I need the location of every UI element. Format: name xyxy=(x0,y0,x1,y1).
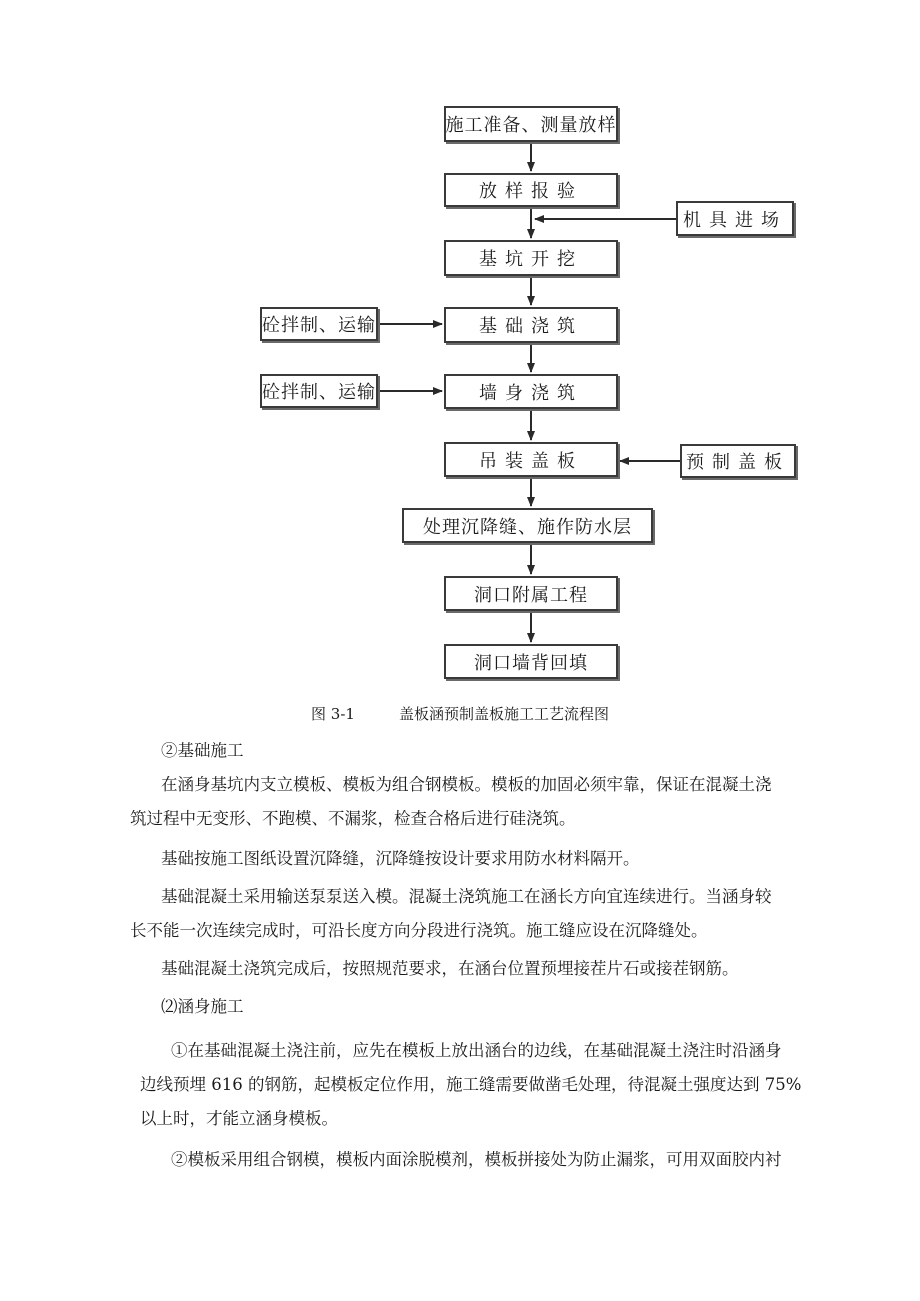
paragraph-3-cont: 长不能一次连续完成时，可沿长度方向分段进行浇筑。施工缝应设在沉降缝处。 xyxy=(130,921,708,940)
step-joints-waterproofing: 处理沉降缝、施作防水层 xyxy=(402,508,653,543)
step-slab-hoisting: 吊装盖板 xyxy=(444,442,618,477)
paragraph-6: ②模板采用组合钢模，模板内面涂脱模剂，模板拼接处为防止漏浆，可用双面胶内衬 xyxy=(171,1150,782,1169)
step-backfill: 洞口墙背回填 xyxy=(444,644,618,679)
input-precast-slab: 预制盖板 xyxy=(680,444,796,478)
step-foundation-pour: 基础浇筑 xyxy=(444,307,618,343)
paragraph-3: 基础混凝土采用输送泵泵送入模。混凝土浇筑施工在涵长方向宜连续进行。当涵身较 xyxy=(161,887,772,906)
figure-title: 盖板涵预制盖板施工工艺流程图 xyxy=(398,705,609,723)
paragraph-4: 基础混凝土浇筑完成后，按照规范要求，在涵台位置预埋接茬片石或接茬钢筋。 xyxy=(161,959,739,978)
step-layout-inspection: 放样报验 xyxy=(444,173,618,207)
paragraph-5: ①在基础混凝土浇注前，应先在模板上放出涵台的边线，在基础混凝土浇注时沿涵身 xyxy=(171,1041,782,1060)
input-equipment: 机具进场 xyxy=(676,201,794,236)
paragraph-5-cont2: 以上时，才能立涵身模板。 xyxy=(140,1109,338,1128)
step-excavation: 基坑开挖 xyxy=(444,240,618,276)
paragraph-5-cont: 边线预埋 616 的钢筋，起模板定位作用，施工缝需要做凿毛处理，待混凝土强度达到 75% xyxy=(140,1075,802,1094)
step-preparation: 施工准备、测量放样 xyxy=(444,106,618,142)
heading-foundation: ②基础施工 xyxy=(161,741,244,760)
paragraph-1-cont: 筑过程中无变形、不跑模、不漏浆，检查合格后进行硅浇筑。 xyxy=(130,809,576,828)
figure-number: 图 3-1 xyxy=(311,705,355,723)
figure-caption xyxy=(0,703,920,724)
heading-culvert-body: ⑵涵身施工 xyxy=(161,997,244,1016)
paragraph-1: 在涵身基坑内支立模板、模板为组合钢模板。模板的加固必须牢靠，保证在混凝土浇 xyxy=(161,775,772,794)
step-wall-pour: 墙身浇筑 xyxy=(444,374,618,409)
input-concrete-1: 砼拌制、运输 xyxy=(260,307,378,341)
paragraph-2: 基础按施工图纸设置沉降缝，沉降缝按设计要求用防水材料隔开。 xyxy=(161,849,640,868)
step-portal-works: 洞口附属工程 xyxy=(444,576,618,611)
input-concrete-2: 砼拌制、运输 xyxy=(260,374,378,408)
